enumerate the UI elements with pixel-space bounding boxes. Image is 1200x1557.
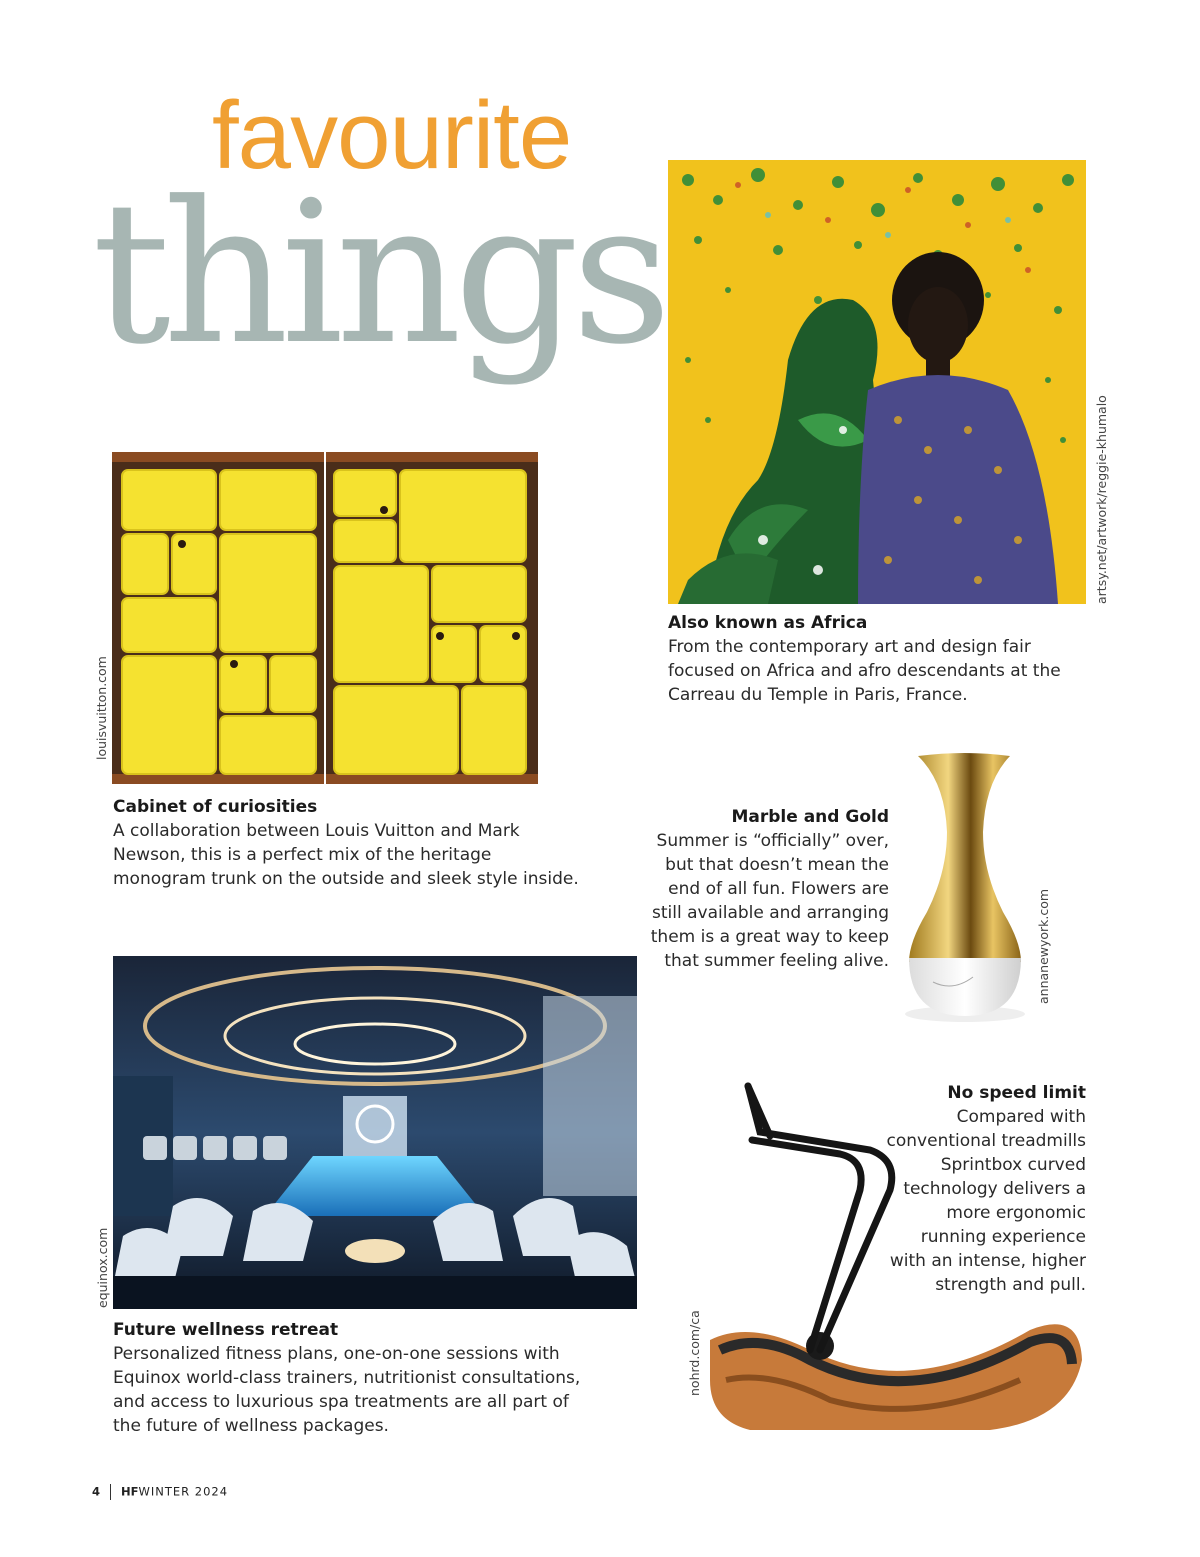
marble-credit: annanewyork.com	[1036, 888, 1051, 1004]
wellness-credit: equinox.com	[95, 1227, 110, 1308]
wellness-body: Personalized fitness plans, one-on-one sessions with Equinox world-class trainers, nutritionist consultations, and access to luxurious spa treatments are all part of the future of wellness packages.	[113, 1344, 581, 1436]
wellness-image	[113, 956, 637, 1309]
africa-body: From the contemporary art and design fair focused on Africa and afro descendants at the Carreau du Temple in Paris, France.	[668, 637, 1061, 705]
cabinet-caption	[113, 795, 583, 891]
marble-body: Summer is “officially” over, but that doesn’t mean the end of all fun. Flowers are still available and arranging them is a great way to keep that summer feeling alive.	[650, 831, 889, 971]
africa-caption	[668, 611, 1088, 707]
title-things: things	[92, 160, 664, 388]
title-favourite: favourite	[212, 82, 572, 189]
wellness-caption	[113, 1318, 593, 1438]
marble-caption	[650, 805, 889, 973]
africa-credit: artsy.net/artwork/reggie-khumalo	[1094, 395, 1109, 604]
cabinet-credit: louisvuitton.com	[94, 656, 109, 760]
marble-heading: Marble and Gold	[731, 807, 889, 827]
africa-painting-image	[668, 160, 1086, 604]
cabinet-heading: Cabinet of curiosities	[113, 797, 318, 817]
cabinet-image	[112, 452, 538, 784]
treadmill-heading: No speed limit	[947, 1083, 1086, 1103]
wellness-heading: Future wellness retreat	[113, 1320, 339, 1340]
africa-heading: Also known as Africa	[668, 613, 868, 633]
footer-divider	[110, 1484, 111, 1500]
vase-image	[893, 752, 1033, 1028]
treadmill-credit: nohrd.com/ca	[687, 1310, 702, 1396]
page-footer	[92, 1484, 228, 1500]
footer-brand: HF	[121, 1484, 139, 1499]
page-number: 4	[92, 1484, 101, 1499]
treadmill-caption	[880, 1081, 1086, 1297]
cabinet-body: A collaboration between Louis Vuitton and Mark Newson, this is a perfect mix of the heritage monogram trunk on the outside and sleek style inside.	[113, 821, 579, 889]
footer-issue: WINTER 2024	[138, 1484, 229, 1499]
treadmill-body: Compared with conventional treadmills Sprintbox curved technology delivers a more ergonomic running experience with an intense, higher strength and pull.	[886, 1107, 1086, 1295]
